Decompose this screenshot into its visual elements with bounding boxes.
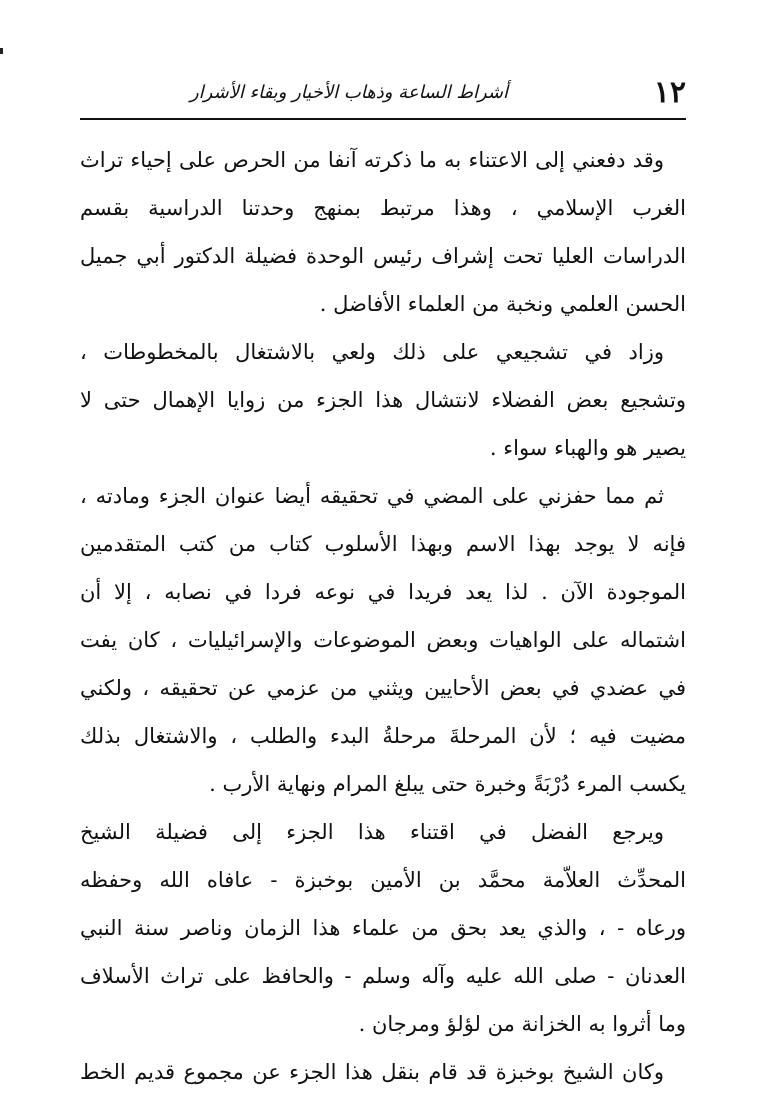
text-line: وكان الشيخ بوخبزة قد قام بنقل هذا الجزء عن مجموع قديم الخط (80, 1060, 664, 1084)
text-line: وقد دفعني إلى الاعتناء به ما ذكرته آنفا من الحرص على إحياء تراث (80, 148, 664, 172)
text-line: يكسب المرء دُرْبَةً وخبرة حتى يبلغ المرام ونهاية الأرب . (209, 772, 686, 796)
text-line: وزاد في تشجيعي على ذلك ولعي بالاشتغال بالمخطوطات ، (80, 340, 664, 364)
text-line: يصير هو والهباء سواء . (489, 436, 686, 460)
text-line: وما أثروا به الخزانة من لؤلؤ ومرجان . (358, 1012, 686, 1036)
body-text (80, 136, 686, 1096)
page-header (80, 60, 686, 120)
text-line: ثم مما حفزني على المضي في تحقيقه أيضا عنوان الجزء ومادته ، (80, 484, 664, 508)
text-line: اشتماله على الواهيات وبعض الموضوعات والإسرائيليات ، كان يفت (80, 628, 686, 652)
paragraph (80, 328, 686, 472)
text-line: مضيت فيه ؛ لأن المرحلةَ مرحلةُ البدء والطلب ، والاشتغال بذلك (80, 724, 686, 748)
page-number: ١٢ (653, 75, 686, 110)
running-title: أشراط الساعة وذهاب الأخيار وبقاء الأشرار (189, 82, 508, 103)
text-line: في عضدي في بعض الأحايين ويثني من عزمي عن تحقيقه ، ولكني (80, 676, 686, 700)
text-line: ورعاه - ، والذي يعد بحق من علماء هذا الزمان وناصر سنة النبي (80, 916, 686, 940)
paragraph (80, 1048, 686, 1096)
text-line: المحدِّث العلاّمة محمَّد بن الأمين بوخبزة - عافاه الله وحفظه (80, 868, 686, 892)
text-line: الحسن العلمي ونخبة من العلماء الأفاضل . (319, 292, 686, 316)
paragraph (80, 472, 686, 808)
paragraph (80, 136, 686, 328)
text-line: العدنان - صلى الله عليه وآله وسلم - والحافظ على تراث الأسلاف (80, 964, 686, 988)
text-line: ويرجع الفضل في اقتناء هذا الجزء إلى فضيلة الشيخ (80, 820, 664, 844)
text-line: الدراسات العليا تحت إشراف رئيس الوحدة فضيلة الدكتور أبي جميل (80, 244, 686, 268)
text-line: وتشجيع بعض الفضلاء لانتشال هذا الجزء من زوايا الإهمال حتى لا (80, 388, 686, 412)
text-line: الموجودة الآن . لذا يعد فريدا في نوعه فردا في نصابه ، إلا أن (80, 580, 686, 604)
text-line: فإنه لا يوجد بهذا الاسم وبهذا الأسلوب كتاب من كتب المتقدمين (80, 532, 686, 556)
header-rule (80, 118, 686, 120)
margin-mark (0, 48, 3, 54)
text-line: الغرب الإسلامي ، وهذا مرتبط بمنهج وحدتنا الدراسية بقسم (80, 196, 686, 220)
paragraph (80, 808, 686, 1048)
